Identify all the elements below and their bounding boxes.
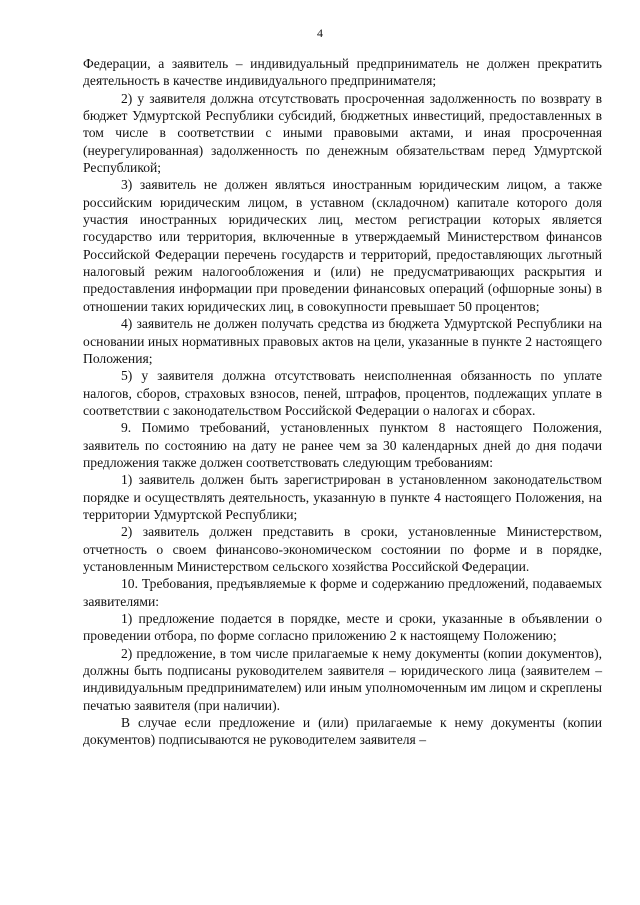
paragraph-item-4: 4) заявитель не должен получать средства из бюджета Удмуртской Республики на основании иных нормативных правовых актов на цели, указанные в пункте 2 настоящего Положения; [83, 316, 602, 366]
paragraph-item-3: 3) заявитель не должен являться иностранным юридическим лицом, а также российским юридическим лицом, в уставном (складочном) капитале которого доля участия иностранных юридических лиц, местом регистрации которых является государство или территория, включенные в утверждаемый Министерством финансов Российской Федерации перечень государств и территорий, предоставляющих льготный налоговый режим налогообложения и (или) не предусматривающих раскрытия и предоставления информации при проведении финансовых операций (офшорные зоны) в отношении таких юридических лиц, в совокупности превышает 50 процентов; [83, 177, 602, 314]
paragraph-continuation: Федерации, а заявитель – индивидуальный предприниматель не должен прекратить деятельность в качестве индивидуального предпринимателя; [83, 56, 602, 89]
paragraph-clause-10-item-1: 1) предложение подается в порядке, месте и сроки, указанные в объявлении о проведении отбора, по форме согласно приложению 2 к настоящему Положению; [83, 611, 602, 644]
paragraph-item-5: 5) у заявителя должна отсутствовать неисполненная обязанность по уплате налогов, сборов, страховых взносов, пеней, штрафов, процентов, подлежащих уплате в соответствии с законодательством Российской Федерации о налогах и сборах. [83, 368, 602, 418]
paragraph-clause-10: 10. Требования, предъявляемые к форме и содержанию предложений, подаваемых заявителями: [83, 576, 602, 609]
paragraph-signature-case: В случае если предложение и (или) прилагаемые к нему документы (копии документов) подписываются не руководителем заявителя – [83, 715, 602, 748]
document-body [83, 55, 602, 749]
paragraph-clause-10-item-2: 2) предложение, в том числе прилагаемые к нему документы (копии документов), должны быть подписаны руководителем заявителя – юридического лица (заявителем – индивидуальным предпринимателем) или иным уполномоченным им лицом и скреплены печатью заявителя (при наличии). [83, 645, 602, 713]
paragraph-clause-9: 9. Помимо требований, установленных пунктом 8 настоящего Положения, заявитель по состоянию на дату не ранее чем за 30 календарных дней до дня подачи предложения также должен соответствовать следующим требованиям: [83, 420, 602, 470]
paragraph-clause-9-item-1: 1) заявитель должен быть зарегистрирован в установленном законодательством порядке и осуществлять деятельность, указанную в пункте 4 настоящего Положения, на территории Удмуртской Республики; [83, 472, 602, 522]
page-number: 4 [317, 26, 323, 40]
paragraph-item-2: 2) у заявителя должна отсутствовать просроченная задолженность по возврату в бюджет Удмуртской Республики субсидий, бюджетных инвестиций, предоставленных в том числе в соответствии с иными правовыми актами, и иная просроченная (неурегулированная) задолженность по денежным обязательствам перед Удмуртской Республикой; [83, 90, 602, 176]
paragraph-clause-9-item-2: 2) заявитель должен представить в сроки, установленные Министерством, отчетность о своем финансово-экономическом состоянии по форме и в порядке, установленным Министерством сельского хозяйства Российской Федерации. [83, 524, 602, 574]
